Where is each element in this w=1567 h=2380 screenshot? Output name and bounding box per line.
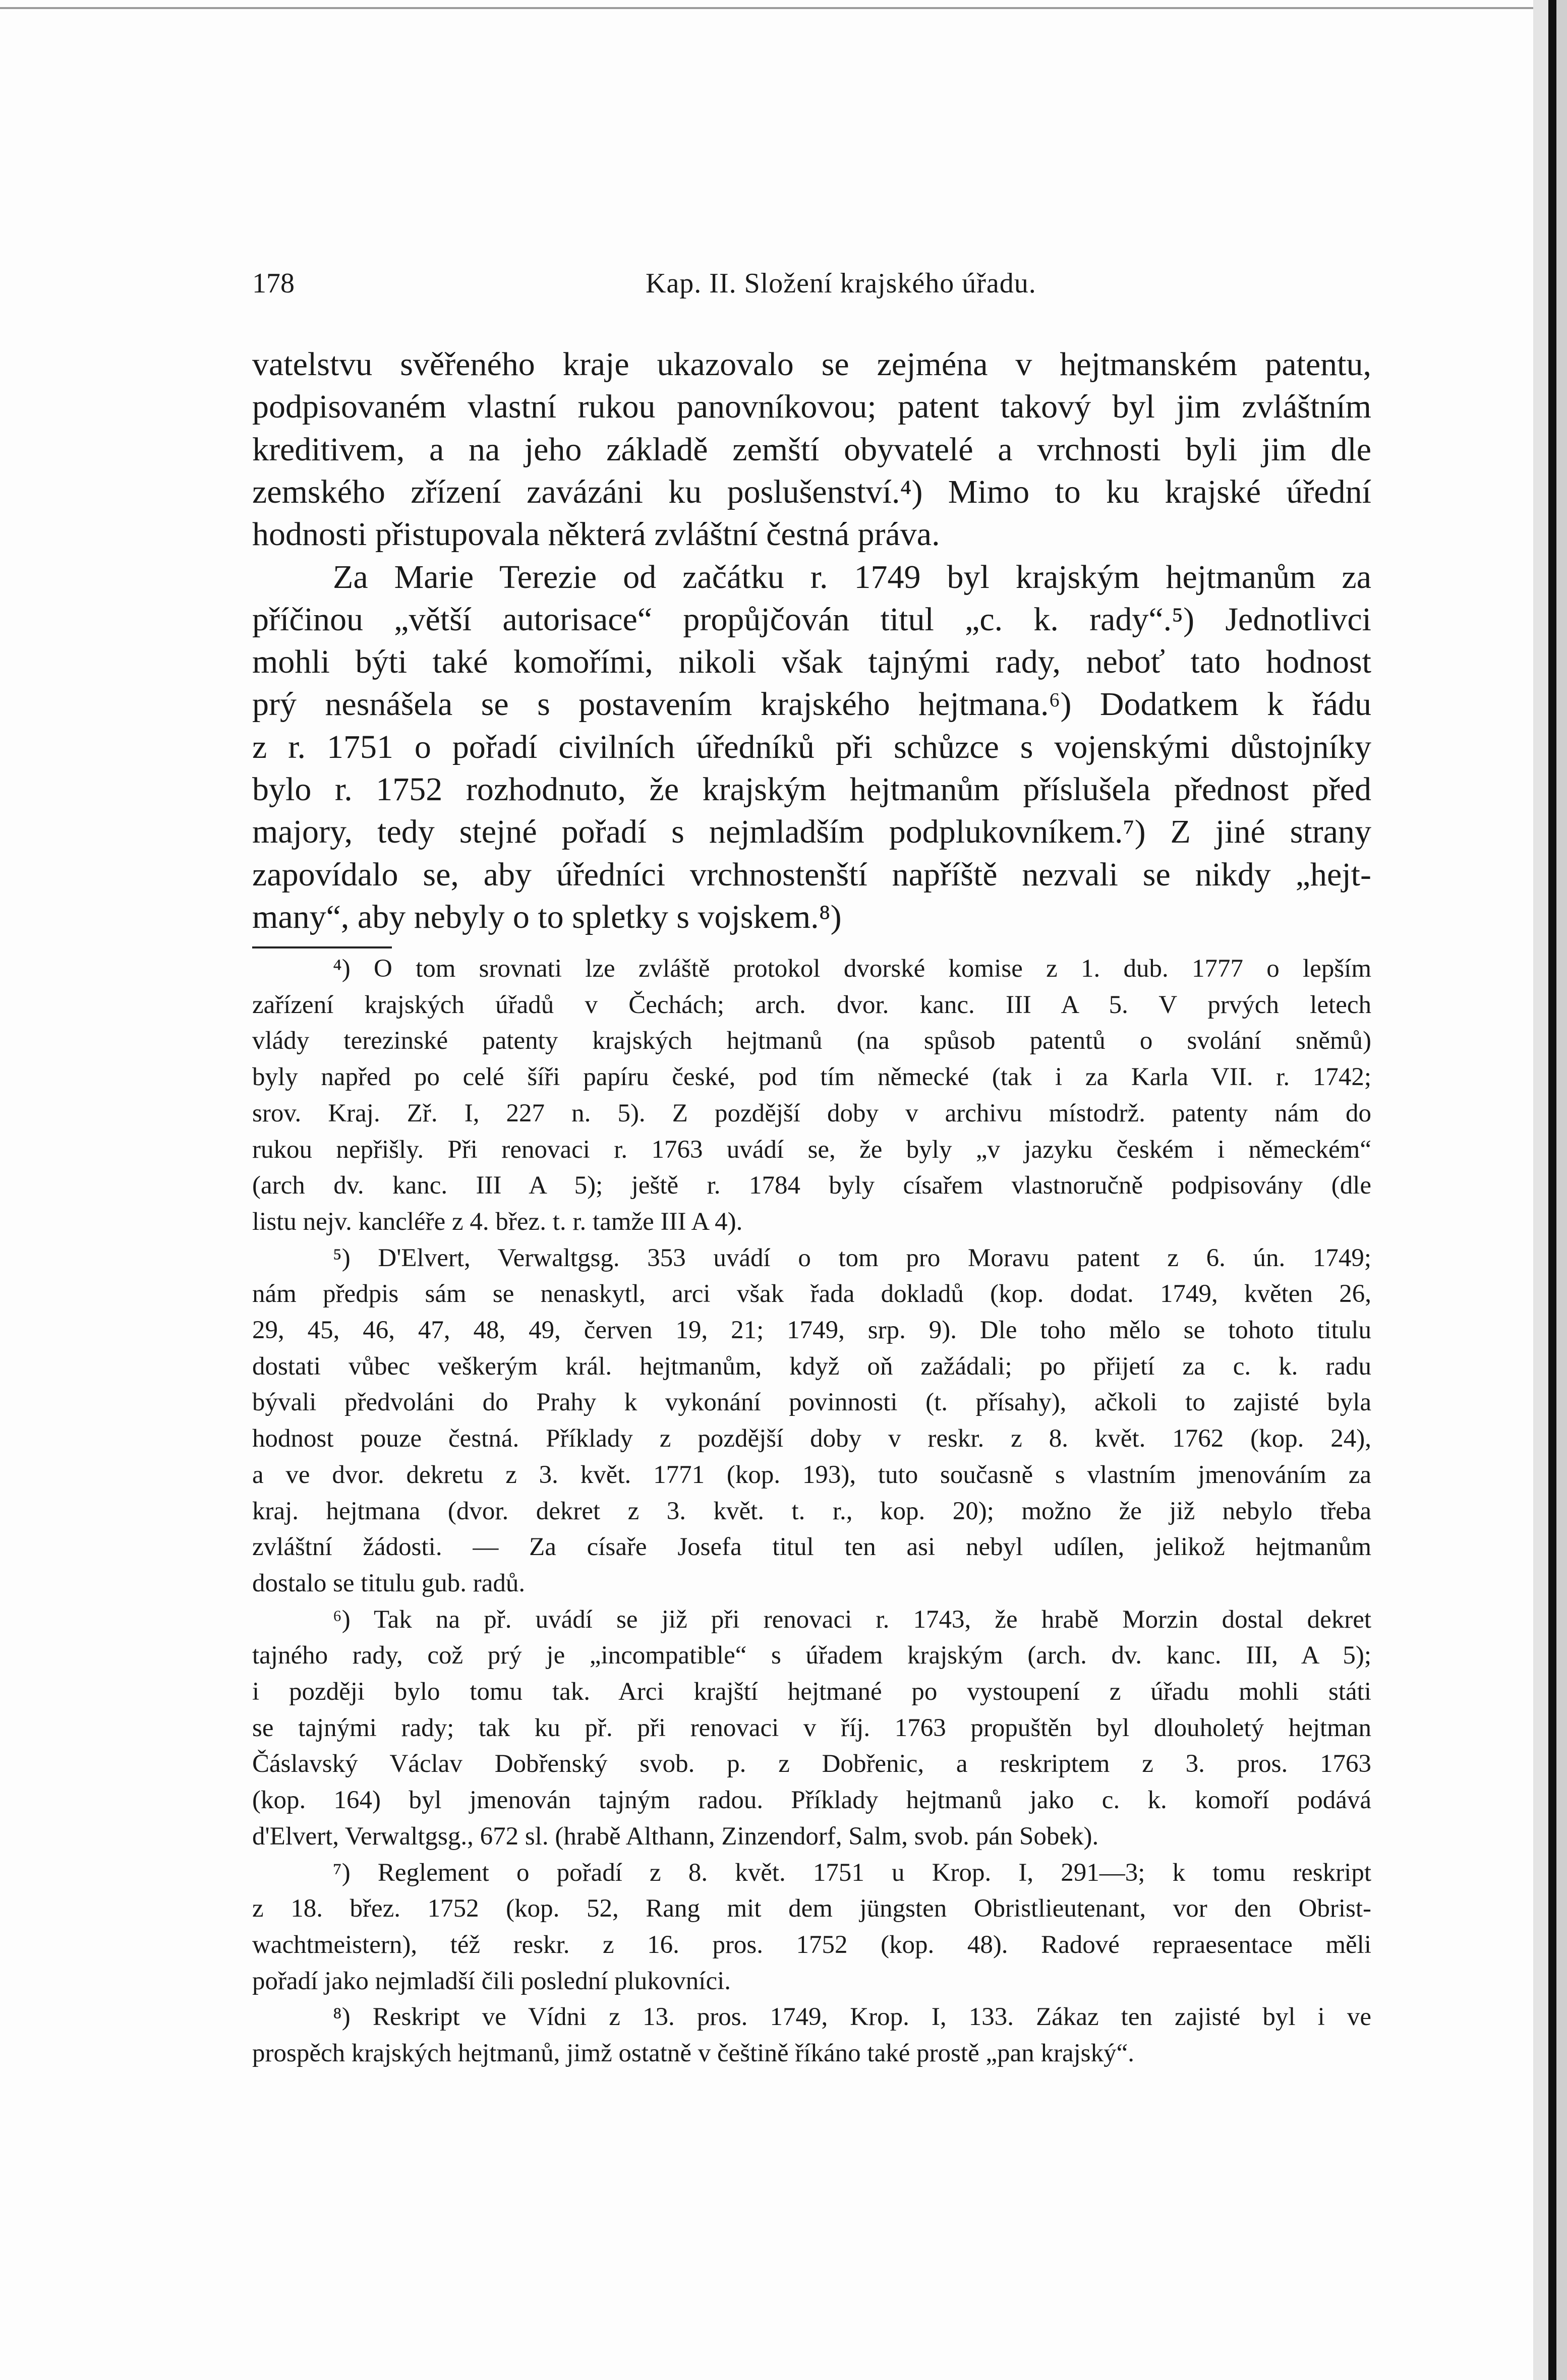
footnote-line: byly napřed po celé šíři papíru české, pod tím německé (tak i za Karla VII. r. 1742; xyxy=(252,1063,1371,1092)
footnote-line: (kop. 164) byl jmenován tajným radou. Příklady hejtmanů jako c. k. komoří podává xyxy=(252,1786,1371,1815)
footnote-separator xyxy=(252,946,392,948)
text-line: z r. 1751 o pořadí civilních úředníků při schůzce s vojenskými důstojníky xyxy=(252,728,1371,765)
footnote-line: se tajnými rady; tak ku př. při renovaci v říj. 1763 propuštěn byl dlouholetý hejtman xyxy=(252,1713,1371,1742)
footnote-line: tajného rady, což prý je „incompatible“ s úřadem krajským (arch. dv. kanc. III, A 5); xyxy=(252,1641,1371,1670)
footnote-line: prospěch krajských hejtmanů, jimž ostatně v češtině říkáno také prostě „pan krajský“. xyxy=(252,2039,1135,2067)
page-number: 178 xyxy=(252,268,295,299)
text-line: zemského zřízení zavázáni ku poslušenství.⁴) Mimo to ku krajské úřední xyxy=(252,473,1371,510)
scan-right-edge xyxy=(1548,0,1556,2380)
footnote-line: dostati vůbec veškerým král. hejtmanům, když oň zažádali; po přijetí za c. k. radu xyxy=(252,1352,1371,1381)
text-line: majory, tedy stejné pořadí s nejmladším podplukovníkem.⁷) Z jiné strany xyxy=(252,813,1371,851)
text-line: kreditivem, a na jeho základě zemští obyvatelé a vrchnosti byli jim dle xyxy=(252,431,1371,468)
footnote-line: zvláštní žádosti. — Za císaře Josefa titul ten asi nebyl udílen, jelikož hejtmanům xyxy=(252,1533,1371,1562)
footnote-line: ⁴) O tom srovnati lze zvláště protokol dvorské komise z 1. dub. 1777 o lepším xyxy=(333,955,1371,983)
text-line: hodnosti přistupovala některá zvláštní čestná práva. xyxy=(252,516,940,553)
footnote-line: ⁸) Reskript ve Vídni z 13. pros. 1749, Krop. I, 133. Zákaz ten zajisté byl i ve xyxy=(333,2003,1371,2032)
footnote-line: rukou nepřišly. Při renovaci r. 1763 uvádí se, že byly „v jazyku českém i německém“ xyxy=(252,1135,1371,1164)
footnote-line: a ve dvor. dekretu z 3. květ. 1771 (kop. 193), tuto současně s vlastním jmenováním za xyxy=(252,1460,1371,1489)
footnote-line: ⁷) Reglement o pořadí z 8. květ. 1751 u Krop. I, 291—3; k tomu reskript xyxy=(333,1858,1371,1887)
footnote-line: d'Elvert, Verwaltgsg., 672 sl. (hrabě Althann, Zinzendorf, Salm, svob. pán Sobek). xyxy=(252,1822,1099,1851)
footnote-line: (arch dv. kanc. III A 5); ještě r. 1784 byly císařem vlastnoručně podpisovány (dle xyxy=(252,1171,1371,1200)
footnote-line: Čáslavský Václav Dobřenský svob. p. z Dobřenic, a reskriptem z 3. pros. 1763 xyxy=(252,1750,1371,1778)
footnote-line: i později bylo tomu tak. Arci krajští hejtmané po vystoupení z úřadu mohli státi xyxy=(252,1678,1371,1706)
footnote-line: dostalo se titulu gub. radů. xyxy=(252,1569,526,1597)
footnote-line: srov. Kraj. Zř. I, 227 n. 5). Z pozdější doby v archivu místodrž. patenty nám do xyxy=(252,1099,1371,1127)
footnote-line: z 18. břez. 1752 (kop. 52, Rang mit dem jüngsten Obristlieutenant, vor den Obrist- xyxy=(252,1894,1371,1923)
footnote-line: wachtmeistern), též reskr. z 16. pros. 1752 (kop. 48). Radové repraesentace měli xyxy=(252,1930,1371,1959)
footnote-line: 29, 45, 46, 47, 48, 49, červen 19, 21; 1749, srp. 9). Dle toho mělo se tohoto titulu xyxy=(252,1316,1371,1344)
footnote-line: nám předpis sám se nenaskytl, arci však řada dokladů (kop. dodat. 1749, květen 26, xyxy=(252,1280,1371,1308)
text-line: bylo r. 1752 rozhodnuto, že krajským hejtmanům příslušela přednost před xyxy=(252,771,1371,808)
footnote-line: zařízení krajských úřadů v Čechách; arch. dvor. kanc. III A 5. V prvých letech xyxy=(252,990,1371,1019)
text-line: many“, aby nebyly o to spletky s vojskem.⁸) xyxy=(252,898,842,935)
text-line: prý nesnášela se s postavením krajského hejtmana.⁶) Dodatkem k řádu xyxy=(252,686,1371,723)
scan-top-edge xyxy=(0,7,1543,9)
text-line: vatelstvu svěřeného kraje ukazovalo se zejména v hejtmanském patentu, xyxy=(252,346,1371,383)
text-line: zapovídalo se, aby úředníci vrchnostenští napříště nezvali se nikdy „hejt- xyxy=(252,856,1371,893)
text-line: mohli býti také komořími, nikoli však tajnými rady, neboť tato hodnost xyxy=(252,643,1371,681)
footnote-line: listu nejv. kancléře z 4. břez. t. r. tamže III A 4). xyxy=(252,1207,743,1236)
scan-page-gutter xyxy=(1533,0,1548,2380)
footnote-line: vlády terezinské patenty krajských hejtmanů (na spůsob patentů o svolání sněmů) xyxy=(252,1027,1371,1055)
scan-margin xyxy=(1556,0,1567,2380)
footnote-line: ⁵) D'Elvert, Verwaltgsg. 353 uvádí o tom pro Moravu patent z 6. ún. 1749; xyxy=(333,1243,1371,1272)
text-line: Za Marie Terezie od začátku r. 1749 byl krajským hejtmanům za xyxy=(333,558,1371,596)
text-line: podpisovaném vlastní rukou panovníkovou; patent takový byl jim zvláštním xyxy=(252,388,1371,426)
footnote-line: bývali předvoláni do Prahy k vykonání povinnosti (t. přísahy), ačkoli to zajisté byla xyxy=(252,1388,1371,1417)
page-header xyxy=(252,267,1371,304)
footnote-line: hodnost pouze čestná. Příklady z pozdější doby v reskr. z 8. květ. 1762 (kop. 24), xyxy=(252,1424,1371,1453)
running-title: Kap. II. Složení krajského úřadu. xyxy=(646,268,1036,299)
footnote-line: kraj. hejtmana (dvor. dekret z 3. květ. t. r., kop. 20); možno že již nebylo třeba xyxy=(252,1497,1371,1525)
footnote-line: pořadí jako nejmladší čili poslední plukovníci. xyxy=(252,1967,731,1995)
text-line: příčinou „větší autorisace“ propůjčován titul „c. k. rady“.⁵) Jednotlivci xyxy=(252,601,1371,638)
footnote-line: ⁶) Tak na př. uvádí se již při renovaci r. 1743, že hrabě Morzin dostal dekret xyxy=(333,1605,1371,1634)
